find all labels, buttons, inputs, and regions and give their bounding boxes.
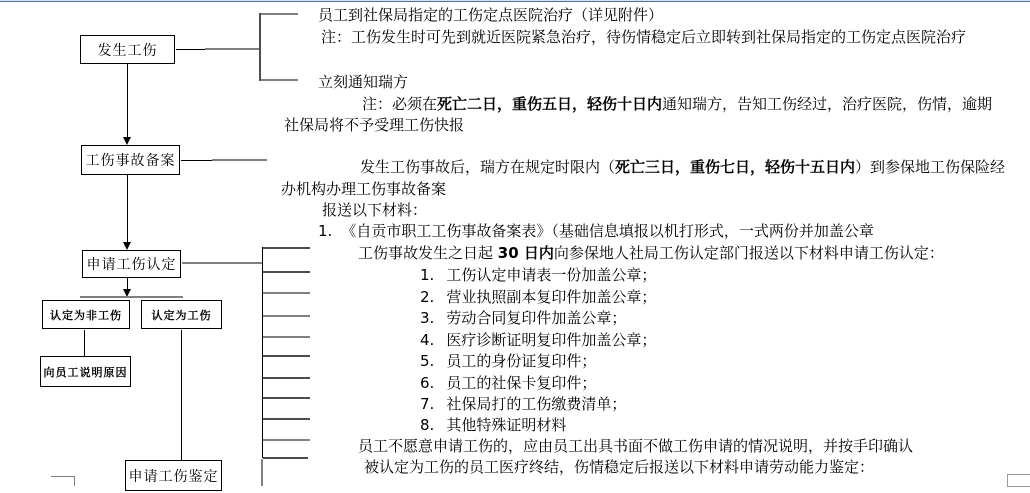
connector-line bbox=[84, 330, 85, 356]
connector-line bbox=[127, 175, 128, 243]
material-text: 劳动合同复印件加盖公章； bbox=[446, 309, 627, 327]
connector-bracket bbox=[259, 13, 261, 81]
note-refusal-line: 员工不愿意申请工伤的，应由员工出具书面不做工伤申请的情况说明，并按手印确认 bbox=[358, 437, 914, 455]
material-number: 3. bbox=[420, 309, 435, 327]
note-notify-note-cont: 社保局将不予受理工伤快报 bbox=[284, 116, 465, 134]
material-text: 员工的社保卡复印件； bbox=[446, 374, 597, 392]
note-hospital-line: 员工到社保局指定的工伤定点医院治疗（详见附件） bbox=[318, 6, 664, 24]
outer-list-item bbox=[318, 223, 874, 240]
connector-line bbox=[263, 315, 310, 317]
connector-line bbox=[80, 296, 183, 298]
note-notify-note bbox=[362, 96, 992, 113]
connector-line bbox=[263, 418, 310, 420]
connector-line bbox=[74, 476, 75, 486]
connector-line bbox=[263, 457, 308, 459]
material-text: 医疗诊断证明复印件加盖公章； bbox=[446, 331, 657, 349]
connector-line bbox=[261, 79, 298, 81]
connector-line bbox=[263, 355, 310, 357]
scroll-corner-box bbox=[1007, 474, 1030, 487]
connector-line bbox=[182, 262, 262, 264]
note-apply-line bbox=[358, 245, 944, 262]
arrow-down-icon bbox=[123, 137, 131, 145]
note-apply-deadline: 30 日内 bbox=[497, 244, 554, 262]
note-apply-post: 向参保地人社局工伤认定部门报送以下材料申请工伤认定： bbox=[553, 244, 944, 262]
flow-box-accident-filing bbox=[81, 145, 180, 175]
outer-list-text: 《自贡市职工工伤事故备案表》（基础信息填报以机打形式，一式两份并加盖公章 bbox=[341, 222, 874, 240]
connector-line bbox=[263, 271, 310, 273]
material-list-item bbox=[420, 353, 596, 370]
flow-box-is-work-injury bbox=[141, 300, 222, 329]
connector-line bbox=[263, 439, 310, 441]
material-number: 6. bbox=[420, 374, 435, 392]
material-list-item bbox=[420, 332, 656, 349]
flow-box-injury-occurs bbox=[80, 35, 175, 64]
connector-line bbox=[263, 397, 310, 399]
note-filing-line bbox=[360, 159, 1005, 176]
material-list-item bbox=[420, 310, 626, 327]
note-notify-note-deadline: 死亡二日，重伤五日，轻伤十日内 bbox=[437, 95, 663, 113]
flow-box-label: 向员工说明原因 bbox=[43, 365, 128, 379]
material-list-item bbox=[420, 267, 656, 284]
flow-box-explain-reason bbox=[40, 356, 131, 387]
material-list-item bbox=[420, 417, 566, 434]
connector-line bbox=[263, 247, 310, 249]
connector-line bbox=[263, 336, 310, 338]
flow-box-label: 认定为非工伤 bbox=[50, 308, 122, 322]
flow-box-label: 申请工伤认定 bbox=[86, 257, 177, 273]
flow-box-label: 工伤事故备案 bbox=[85, 153, 176, 169]
note-filing-pre: 发生工伤事故后，瑞方在规定时限内（ bbox=[360, 158, 616, 176]
material-text: 营业执照副本复印件加盖公章； bbox=[446, 288, 657, 306]
note-notify-note-post: 通知瑞方，告知工伤经过，治疗医院，伤情，逾期 bbox=[662, 95, 993, 113]
connector-line bbox=[263, 377, 310, 379]
connector-line bbox=[261, 13, 298, 15]
note-appraisal-line: 被认定为工伤的员工医疗终结，伤情稳定后报送以下材料申请劳动能力鉴定： bbox=[364, 458, 875, 476]
note-notify-note-pre: 注：必须在 bbox=[362, 95, 438, 113]
note-filing-deadline: 死亡三日，重伤七日，轻伤十五日内 bbox=[615, 158, 856, 176]
connector-line bbox=[263, 292, 310, 294]
connector-bracket bbox=[262, 247, 263, 458]
note-hospital-note: 注：工伤发生时可先到就近医院紧急治疗，待伤情稳定后立即转到社保局指定的工伤定点医院治疗 bbox=[321, 28, 967, 46]
material-number: 8. bbox=[420, 416, 435, 434]
material-number: 2. bbox=[420, 288, 435, 306]
material-list-item bbox=[420, 375, 596, 392]
note-filing-cont: 办机构办理工伤事故备案 bbox=[281, 180, 447, 198]
material-number: 7. bbox=[420, 395, 435, 413]
note-apply-pre: 工伤事故发生之日起 bbox=[358, 244, 498, 262]
flow-box-label: 认定为工伤 bbox=[151, 308, 212, 322]
material-list-item bbox=[420, 289, 656, 306]
material-text: 社保局打的工伤缴费清单； bbox=[446, 395, 627, 413]
connector-line bbox=[127, 64, 128, 138]
connector-line bbox=[261, 459, 263, 486]
material-text: 其他特殊证明材料 bbox=[446, 416, 567, 434]
material-number: 4. bbox=[420, 331, 435, 349]
note-filing-post: ）到参保地工伤保险经 bbox=[855, 158, 1006, 176]
connector-line bbox=[181, 330, 182, 460]
connector-line bbox=[212, 159, 267, 161]
material-text: 员工的身份证复印件； bbox=[446, 352, 597, 370]
flow-box-apply-recognition bbox=[82, 250, 181, 278]
connector-line bbox=[51, 476, 75, 477]
material-number: 5. bbox=[420, 352, 435, 370]
flow-box-label: 申请工伤鉴定 bbox=[128, 468, 219, 485]
note-notify-line: 立刻通知瑞方 bbox=[318, 73, 409, 91]
flow-box-not-work-injury bbox=[42, 300, 130, 329]
window-edge-shadow bbox=[0, 0, 1030, 1]
flow-box-apply-appraisal bbox=[125, 460, 222, 491]
material-number: 1. bbox=[420, 266, 435, 284]
flow-box-label: 发生工伤 bbox=[97, 42, 158, 59]
outer-list-number: 1. bbox=[318, 222, 333, 240]
materials-header: 报送以下材料： bbox=[322, 201, 428, 219]
connector-line bbox=[205, 48, 261, 50]
arrow-down-icon bbox=[123, 242, 131, 250]
material-list-item bbox=[420, 396, 626, 413]
material-text: 工伤认定申请表一份加盖公章； bbox=[446, 266, 657, 284]
